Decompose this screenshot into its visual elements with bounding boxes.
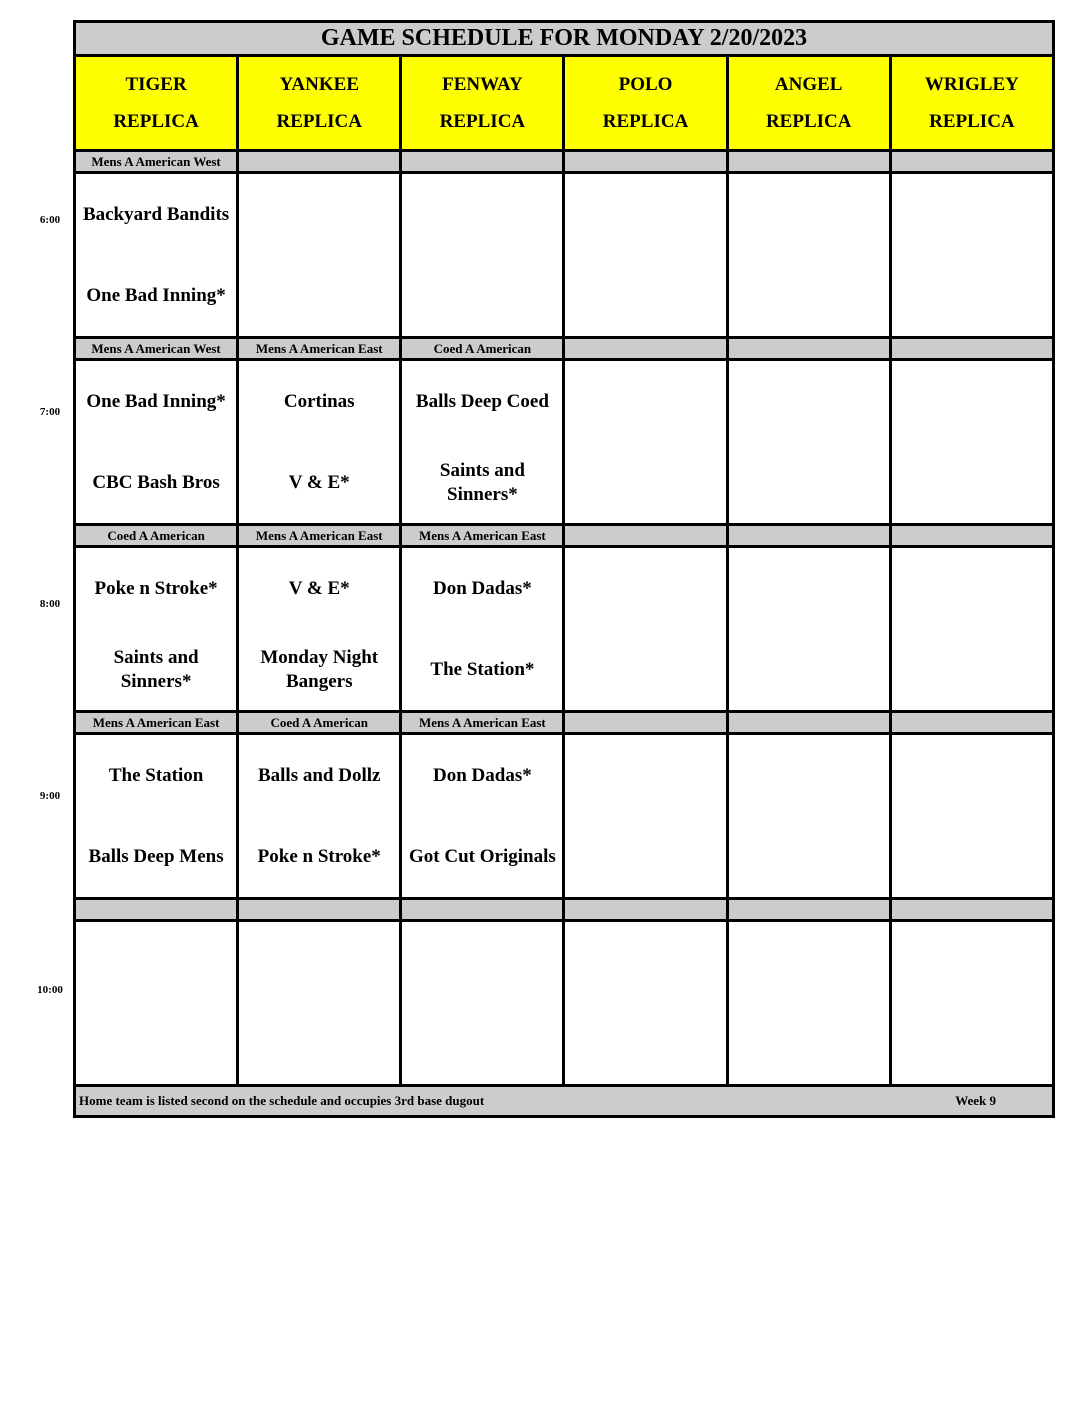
division-label xyxy=(727,338,890,360)
game-cell xyxy=(238,360,401,525)
game-cell xyxy=(401,173,564,338)
home-team: Saints and Sinners* xyxy=(113,646,199,692)
schedule-table xyxy=(73,20,1055,1118)
division-label: Mens A American West xyxy=(75,151,238,173)
division-label xyxy=(890,151,1053,173)
home-team xyxy=(892,255,1052,336)
away-team xyxy=(565,174,725,255)
game-cell xyxy=(564,173,727,338)
division-label xyxy=(727,899,890,921)
away-team xyxy=(402,922,562,1003)
away-team: The Station xyxy=(108,764,204,786)
home-team xyxy=(565,1003,725,1084)
game-cell xyxy=(890,734,1053,899)
home-team xyxy=(239,255,399,336)
division-label xyxy=(564,151,727,173)
game-cell xyxy=(238,734,401,899)
division-label xyxy=(727,525,890,547)
time-label: 7:00 xyxy=(39,406,61,418)
away-team: Backyard Bandits xyxy=(82,203,230,225)
game-cell xyxy=(564,360,727,525)
home-team xyxy=(892,629,1052,710)
game-row xyxy=(75,921,1054,1086)
home-team xyxy=(729,1003,889,1084)
away-team xyxy=(729,174,889,255)
game-cell xyxy=(727,360,890,525)
away-team xyxy=(239,922,399,1003)
division-label: Mens A American East xyxy=(238,525,401,547)
time-label: 8:00 xyxy=(39,598,61,610)
field-name: FENWAY xyxy=(442,74,523,95)
home-team xyxy=(729,442,889,523)
time-label: 10:00 xyxy=(37,984,63,996)
away-team xyxy=(402,174,562,255)
home-team xyxy=(892,442,1052,523)
division-label xyxy=(727,151,890,173)
away-team xyxy=(729,735,889,816)
field-name: YANKEE xyxy=(279,74,359,95)
footer xyxy=(75,1086,1054,1117)
field-sub: REPLICA xyxy=(929,111,1015,132)
game-cell xyxy=(401,921,564,1086)
game-cell xyxy=(401,360,564,525)
away-team: Poke n Stroke* xyxy=(94,577,218,599)
home-team xyxy=(892,1003,1052,1084)
division-label xyxy=(890,338,1053,360)
home-team xyxy=(402,1003,562,1084)
division-label xyxy=(401,899,564,921)
division-label xyxy=(75,899,238,921)
away-team xyxy=(729,361,889,442)
game-cell xyxy=(75,734,238,899)
home-team: Saints and Sinners* xyxy=(439,459,525,505)
away-team xyxy=(565,922,725,1003)
home-team xyxy=(239,1003,399,1084)
game-cell xyxy=(401,734,564,899)
division-row xyxy=(75,525,1054,547)
away-team xyxy=(892,361,1052,442)
away-team xyxy=(565,361,725,442)
home-team xyxy=(565,442,725,523)
game-cell xyxy=(401,547,564,712)
field-header-fenway xyxy=(401,56,564,151)
away-team: Cortinas xyxy=(283,390,355,412)
home-team xyxy=(565,255,725,336)
division-label xyxy=(401,151,564,173)
game-cell xyxy=(238,921,401,1086)
game-cell xyxy=(727,173,890,338)
home-team: Got Cut Originals xyxy=(409,845,556,867)
home-team xyxy=(565,629,725,710)
home-team xyxy=(729,629,889,710)
game-cell xyxy=(727,547,890,712)
division-label xyxy=(238,151,401,173)
game-cell xyxy=(890,921,1053,1086)
game-cell xyxy=(75,547,238,712)
field-name: TIGER xyxy=(125,74,187,95)
home-team: Balls Deep Mens xyxy=(88,845,224,867)
field-sub: REPLICA xyxy=(276,111,362,132)
field-header-yankee xyxy=(238,56,401,151)
away-team xyxy=(892,922,1052,1003)
home-team: One Bad Inning* xyxy=(86,284,226,306)
division-label: Coed A American xyxy=(238,712,401,734)
field-header-wrigley xyxy=(890,56,1053,151)
footer-row xyxy=(75,1086,1054,1117)
division-label: Mens A American West xyxy=(75,338,238,360)
home-team xyxy=(729,255,889,336)
division-label: Mens A American East xyxy=(75,712,238,734)
away-team xyxy=(729,922,889,1003)
game-cell xyxy=(75,173,238,338)
home-team: The Station* xyxy=(430,658,535,680)
home-team xyxy=(76,1003,236,1084)
field-name: ANGEL xyxy=(774,74,843,95)
game-cell xyxy=(75,360,238,525)
division-label xyxy=(890,525,1053,547)
away-team: One Bad Inning* xyxy=(86,390,226,412)
home-team: Poke n Stroke* xyxy=(257,845,381,867)
away-team xyxy=(565,735,725,816)
away-team xyxy=(892,174,1052,255)
away-team: Balls and Dollz xyxy=(257,764,381,786)
division-row xyxy=(75,151,1054,173)
field-sub: REPLICA xyxy=(113,111,199,132)
field-sub: REPLICA xyxy=(765,111,852,132)
game-cell xyxy=(564,547,727,712)
away-team xyxy=(892,548,1052,629)
division-row xyxy=(75,899,1054,921)
away-team xyxy=(76,922,236,1003)
schedule-title: GAME SCHEDULE FOR MONDAY 2/20/2023 xyxy=(75,22,1054,56)
game-cell xyxy=(727,921,890,1086)
division-label xyxy=(564,525,727,547)
away-team xyxy=(565,548,725,629)
field-name: WRIGLEY xyxy=(924,74,1019,95)
division-row xyxy=(75,712,1054,734)
home-team xyxy=(565,816,725,897)
home-team xyxy=(892,816,1052,897)
away-team xyxy=(892,735,1052,816)
division-label: Mens A American East xyxy=(401,712,564,734)
game-cell xyxy=(890,360,1053,525)
away-team: Balls Deep Coed xyxy=(415,390,549,412)
week-label: Week 9 xyxy=(955,1093,996,1108)
home-team: CBC Bash Bros xyxy=(92,471,220,493)
field-header-row xyxy=(75,56,1054,151)
field-sub: REPLICA xyxy=(439,111,526,132)
time-label: 6:00 xyxy=(39,214,61,226)
footer-note: Home team is listed second on the schedule and occupies 3rd base dugout xyxy=(79,1093,485,1108)
game-row xyxy=(75,734,1054,899)
field-header-polo xyxy=(564,56,727,151)
game-cell xyxy=(564,734,727,899)
game-cell xyxy=(564,921,727,1086)
game-row xyxy=(75,360,1054,525)
field-header-angel xyxy=(727,56,890,151)
away-team xyxy=(729,548,889,629)
home-team: V & E* xyxy=(288,471,350,493)
game-cell xyxy=(75,921,238,1086)
division-label: Mens A American East xyxy=(238,338,401,360)
division-label: Mens A American East xyxy=(401,525,564,547)
time-label: 9:00 xyxy=(39,790,61,802)
game-cell xyxy=(890,173,1053,338)
home-team xyxy=(729,816,889,897)
division-label: Coed A American xyxy=(75,525,238,547)
home-team xyxy=(402,255,562,336)
game-cell xyxy=(238,547,401,712)
division-label xyxy=(890,899,1053,921)
away-team: Don Dadas* xyxy=(433,764,532,786)
field-name: POLO xyxy=(618,74,673,95)
field-sub: REPLICA xyxy=(602,111,689,132)
away-team xyxy=(239,174,399,255)
division-label xyxy=(564,899,727,921)
division-label: Coed A American xyxy=(401,338,564,360)
division-row xyxy=(75,338,1054,360)
game-row xyxy=(75,547,1054,712)
field-header-tiger xyxy=(75,56,238,151)
away-team: V & E* xyxy=(288,577,350,599)
game-cell xyxy=(727,734,890,899)
home-team: Monday Night Bangers xyxy=(260,646,379,692)
division-label xyxy=(727,712,890,734)
game-row xyxy=(75,173,1054,338)
game-cell xyxy=(890,547,1053,712)
away-team: Don Dadas* xyxy=(433,577,532,599)
division-label xyxy=(564,712,727,734)
division-label xyxy=(564,338,727,360)
game-cell xyxy=(238,173,401,338)
title-row xyxy=(75,22,1054,56)
division-label xyxy=(238,899,401,921)
division-label xyxy=(890,712,1053,734)
